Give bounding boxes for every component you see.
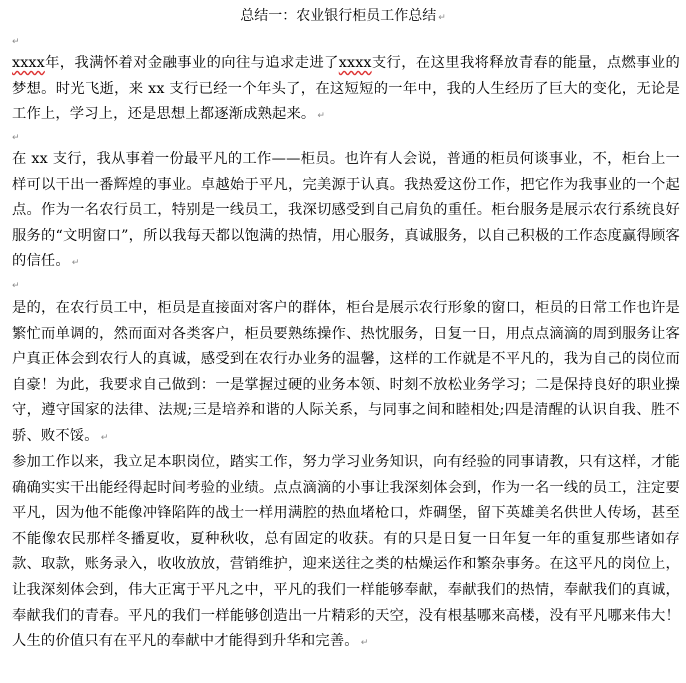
paragraph-2-text: 在 xx 支行，我从事着一份最平凡的工作——柜员。也许有人会说，普通的柜员何谈事业，不，柜台上一样可以干出一番辉煌的事业。卓越始于平凡，完美源于认真。我热爱这份工作，把它作为我事业的一个起点。作为一名农行员工，特别是一线员工，我深切感受到自己肩负的重任。柜台服务是展示农行系统良好服务的“文明窗口”，所以我每天都以饱满的热情，用心服务，真诚服务，以自己积极的工作态度赢得顾客的信任。 xyxy=(12,151,680,270)
paragraph-mark-icon: ↵ xyxy=(100,432,109,443)
document-title xyxy=(0,6,686,28)
paragraph-mark-icon: ↵ xyxy=(438,13,446,23)
paragraph-1-text-a: 年，我满怀着对金融事业的向往与追求走进了 xyxy=(44,55,339,71)
paragraph-4-text: 参加工作以来，我立足本职岗位，踏实工作，努力学习业务知识，向有经验的同事请教，只有这样，才能确确实实干出能经得起时间考验的业绩。点点滴滴的小事让我深刻体会到，作为一名一线的员工，注定要平凡，因为他不能像冲锋陷阵的战士一样用满腔的热血堵枪口，炸碉堡，留下英雄美名供世人传场，甚至不能像农民那样冬播夏收，夏种秋收，总有固定的收获。有的只是日复一日年复一年的重复那些诸如存款、取款，账务录入，收收放放，营销维护，迎来送往之类的枯燥运作和繁杂事务。在这平凡的岗位上，让我深刻体会到，伟大正寓于平凡之中，平凡的我们一样能够奉献，奉献我们的热情，奉献我们的真诚，奉献我们的青春。平凡的我们一样能够创造出一片精彩的天空，没有根基哪来高楼，没有平凡哪来伟大！人生的价值只有在平凡的奉献中才能得到升华和完善。 xyxy=(12,454,680,650)
paragraph-1-text-b: 支行，在这里我将释放青春的能量，点燃事业的梦想。时光飞逝，来 xx 支行已经一个年头了，在这短短的一年中，我的人生经历了巨大的变化，无论是工作上，学习上，还是思想上都逐渐成熟起来。 xyxy=(12,55,680,123)
paragraph-3 xyxy=(12,296,680,452)
paragraph-4 xyxy=(12,450,680,657)
placeholder-branch: xxxx xyxy=(338,55,372,71)
paragraph-3-text: 是的，在农行员工中，柜员是直接面对客户的群体，柜台是展示农行形象的窗口，柜员的日常工作也许是繁忙而单调的，然而面对各类客户，柜员要熟练操作、热忱服务，日复一日，用点点滴滴的周到服务让客户真正体会到农行人的真诚，感受到在农行办业务的温馨，这样的工作就是不平凡的，我为自己的岗位而自豪！为此，我要求自己做到：一是掌握过硬的业务本领、时刻不放松业务学习；二是保持良好的职业操守，遵守国家的法律、法规;三是培养和谐的人际关系，与同事之间和睦相处;四是清醒的认识自我、胜不骄、败不馁。 xyxy=(12,300,680,444)
paragraph-mark-icon: ↵ xyxy=(12,281,20,291)
paragraph-mark-icon: ↵ xyxy=(317,111,326,122)
paragraph-2 xyxy=(12,147,680,277)
paragraph-1 xyxy=(12,51,680,130)
title-text: 总结一：农业银行柜员工作总结 xyxy=(240,8,437,24)
paragraph-mark-icon: ↵ xyxy=(71,258,80,269)
paragraph-mark-icon: ↵ xyxy=(12,37,20,47)
paragraph-mark-icon: ↵ xyxy=(12,133,20,143)
paragraph-mark-icon: ↵ xyxy=(360,638,369,649)
placeholder-year: xxxx xyxy=(12,55,45,71)
